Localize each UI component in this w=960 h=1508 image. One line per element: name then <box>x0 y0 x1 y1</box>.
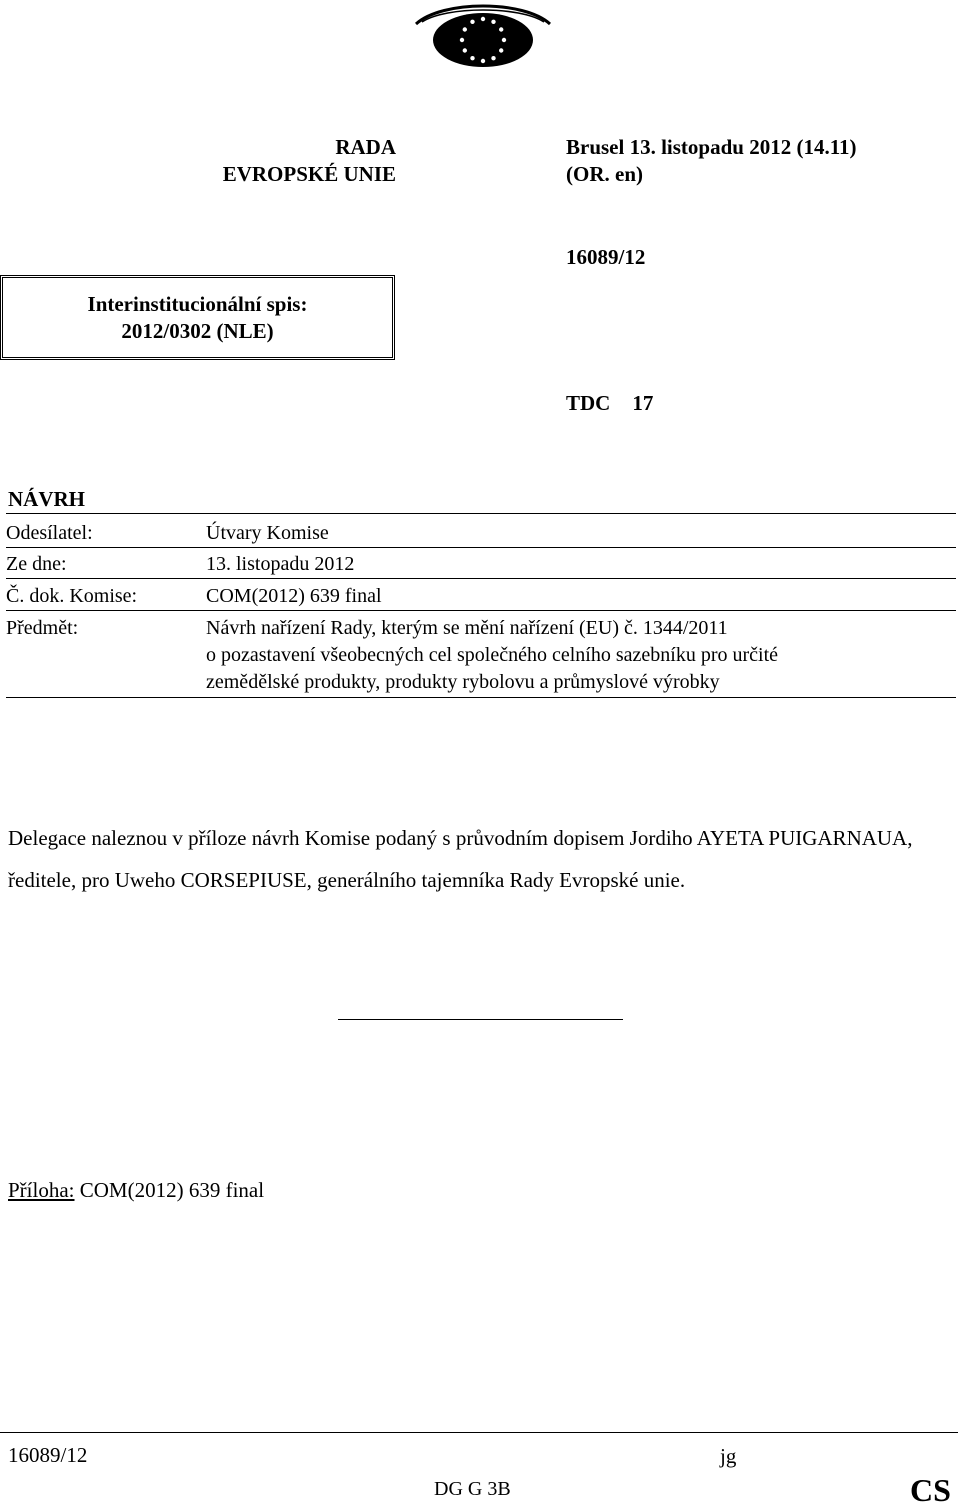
table-rule <box>6 610 956 611</box>
annex-label: Příloha: <box>8 1178 75 1202</box>
classification-number: 17 <box>632 391 654 415</box>
footer-dg: DG G 3B <box>434 1478 511 1500</box>
table-rule <box>6 513 956 514</box>
subject-line: Návrh nařízení Rady, kterým se mění nařízení (EU) č. 1344/2011 <box>206 617 728 639</box>
annex-line <box>8 1177 264 1204</box>
classification-code: TDC <box>566 391 611 415</box>
row-value: COM(2012) 639 final <box>206 585 382 607</box>
classification <box>566 390 653 417</box>
footer-initials: jg <box>720 1444 737 1468</box>
cover-note: Delegace naleznou v příloze návrh Komise podaný s průvodním dopisem Jordiho AYETA PUIGARNAUA, ředitele, pro Uweho CORSEPIUSE, generálního tajemníka Rady Evropské unie. <box>8 826 913 892</box>
row-label: Č. dok. Komise: <box>6 585 138 607</box>
table-rule <box>6 697 956 698</box>
issuer-block <box>140 134 396 188</box>
interinstitutional-box <box>0 275 395 360</box>
row-label: Odesílatel: <box>6 522 93 544</box>
subject-line: zemědělské produkty, produkty rybolovu a průmyslové výrobky <box>206 671 720 693</box>
row-value: Útvary Komise <box>206 522 329 544</box>
subject-text <box>206 615 926 696</box>
annex-value: COM(2012) 639 final <box>79 1178 265 1202</box>
proposal-heading: NÁVRH <box>8 487 85 511</box>
subject-label: Předmět: <box>6 617 79 639</box>
footer-rule <box>0 1432 958 1433</box>
date-line: Brusel 13. listopadu 2012 (14.11) <box>566 135 857 159</box>
interinstitutional-label: Interinstitucionální spis: <box>87 292 308 316</box>
row-value: 13. listopadu 2012 <box>206 553 355 575</box>
row-label: Ze dne: <box>6 553 67 575</box>
subject-line: o pozastavení všeobecných cel společného celního sazebníku pro určité <box>206 644 779 666</box>
separator-line <box>338 1019 623 1020</box>
eu-council-logo <box>412 2 554 68</box>
table-rule <box>6 578 956 579</box>
date-block <box>566 134 857 188</box>
table-rule <box>6 547 956 548</box>
issuer-line-2: EVROPSKÉ UNIE <box>222 162 396 186</box>
original-language: (OR. en) <box>566 162 643 186</box>
footer-doc-number: 16089/12 <box>8 1443 88 1467</box>
document-number: 16089/12 <box>566 245 646 269</box>
issuer-line-1: RADA <box>335 135 396 159</box>
footer-language: CS <box>910 1472 951 1508</box>
interinstitutional-value: 2012/0302 (NLE) <box>121 319 274 343</box>
